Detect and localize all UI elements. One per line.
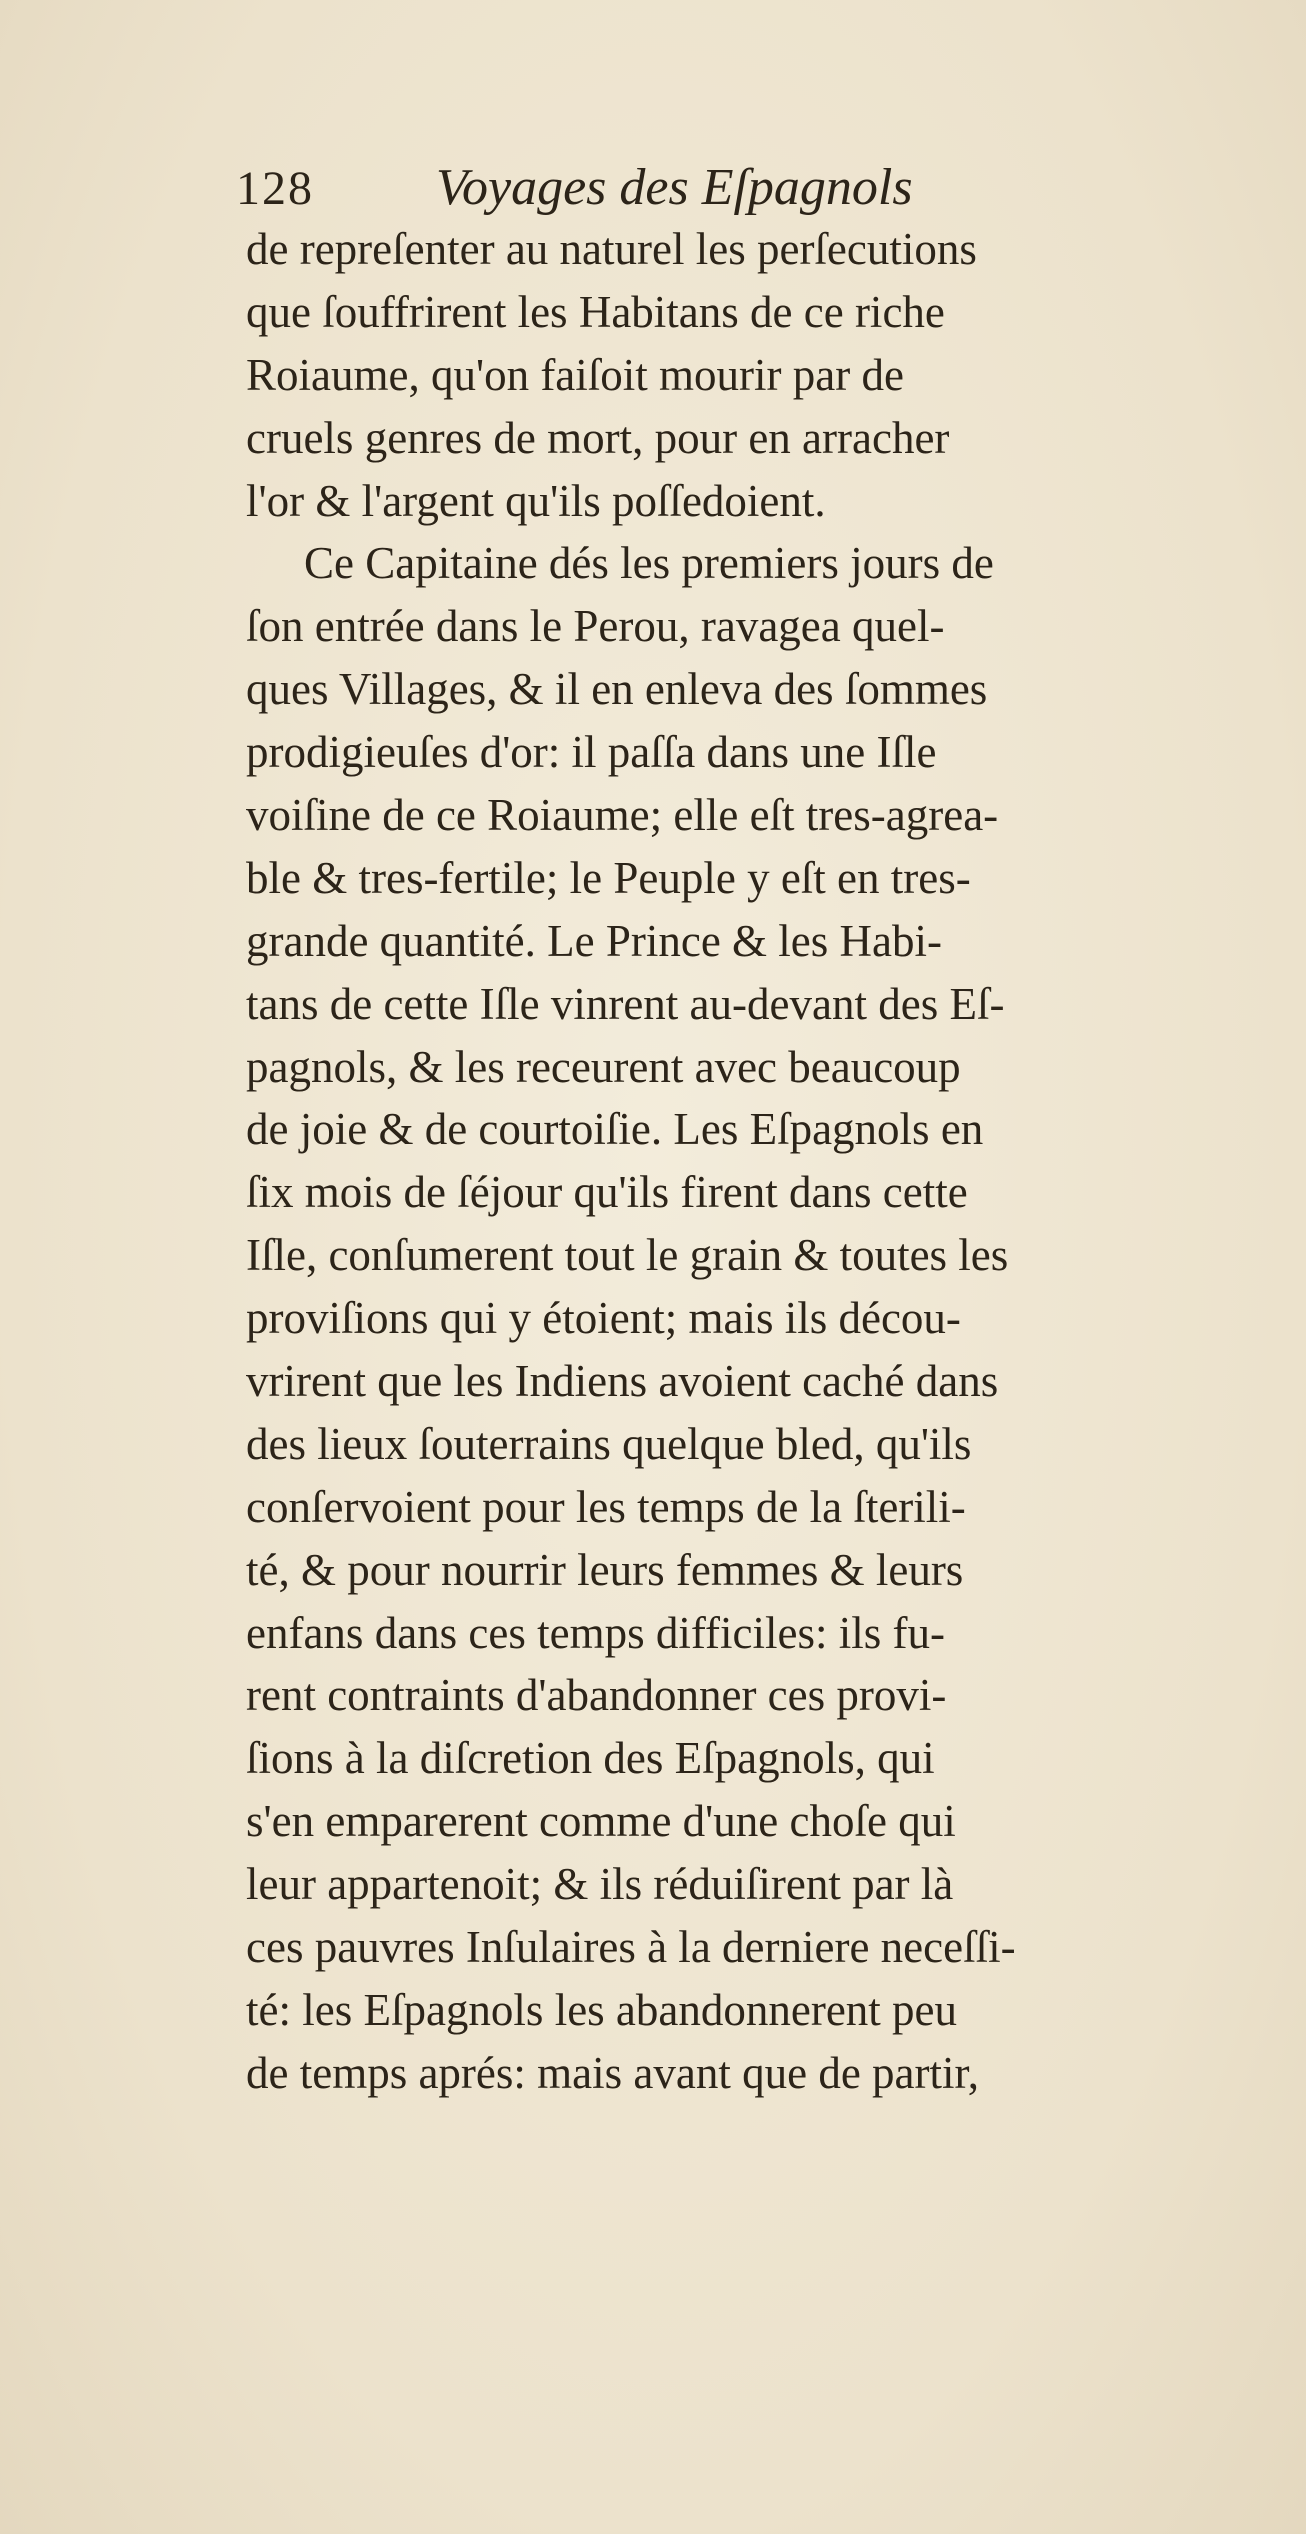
text-line: grande quantité. Le Prince & les Habi- (246, 915, 943, 966)
text-line: té, & pour nourrir leurs femmes & leurs (246, 1544, 964, 1595)
running-title: Voyages des Eſpagnols (436, 159, 913, 216)
text-line: voiſine de ce Roiaume; elle eſt tres-agrea- (246, 790, 999, 841)
text-line: Iſle, conſumerent tout le grain & toutes les (246, 1230, 1009, 1281)
text-line: des lieux ſouterrains quelque bled, qu'ils (246, 1418, 972, 1469)
text-line: ſions à la diſcretion des Eſpagnols, qui (246, 1733, 935, 1784)
text-line: s'en emparerent comme d'une choſe qui (246, 1796, 956, 1847)
text-line: leur appartenoit; & ils réduiſirent par là (246, 1859, 954, 1910)
text-line: pagnols, & les receurent avec beaucoup (246, 1041, 961, 1092)
text-line: tans de cette Iſle vinrent au-devant des Eſ- (246, 978, 1005, 1029)
text-line: que ſouffrirent les Habitans de ce riche (246, 286, 945, 337)
text-line: de repreſenter au naturel les perſecutions (246, 224, 977, 274)
page-number: 128 (236, 162, 314, 215)
text-line: té: les Eſpagnols les abandonnerent peu (246, 1984, 958, 2035)
body-text (246, 218, 1226, 2105)
text-line: l'or & l'argent qu'ils poſſedoient. (246, 475, 826, 526)
text-line: vrirent que les Indiens avoient caché dans (246, 1356, 999, 1407)
text-line: rent contraints d'abandonner ces provi- (246, 1670, 947, 1721)
text-line: ſon entrée dans le Perou, ravagea quel- (246, 601, 945, 652)
text-line: de joie & de courtoiſie. Les Eſpagnols en (246, 1104, 984, 1155)
text-line: ces pauvres Inſulaires à la derniere neceſſi- (246, 1922, 1016, 1973)
text-line: conſervoient pour les temps de la ſterili- (246, 1481, 966, 1532)
text-line: ble & tres-fertile; le Peuple y eſt en tres- (246, 852, 971, 903)
text-line: ques Villages, & il en enleva des ſommes (246, 664, 988, 715)
paragraph-start-line: Ce Capitaine dés les premiers jours de (304, 538, 994, 589)
text-line: enfans dans ces temps difficiles: ils fu- (246, 1607, 945, 1658)
text-line: cruels genres de mort, pour en arracher (246, 412, 950, 463)
text-line: proviſions qui y étoient; mais ils décou- (246, 1293, 961, 1344)
text-line: Roiaume, qu'on faiſoit mourir par de (246, 349, 904, 400)
text-line: prodigieuſes d'or: il paſſa dans une Iſle (246, 727, 937, 778)
text-line: ſix mois de ſéjour qu'ils firent dans cette (246, 1167, 968, 1218)
text-line: de temps aprés: mais avant que de partir, (246, 2047, 979, 2098)
